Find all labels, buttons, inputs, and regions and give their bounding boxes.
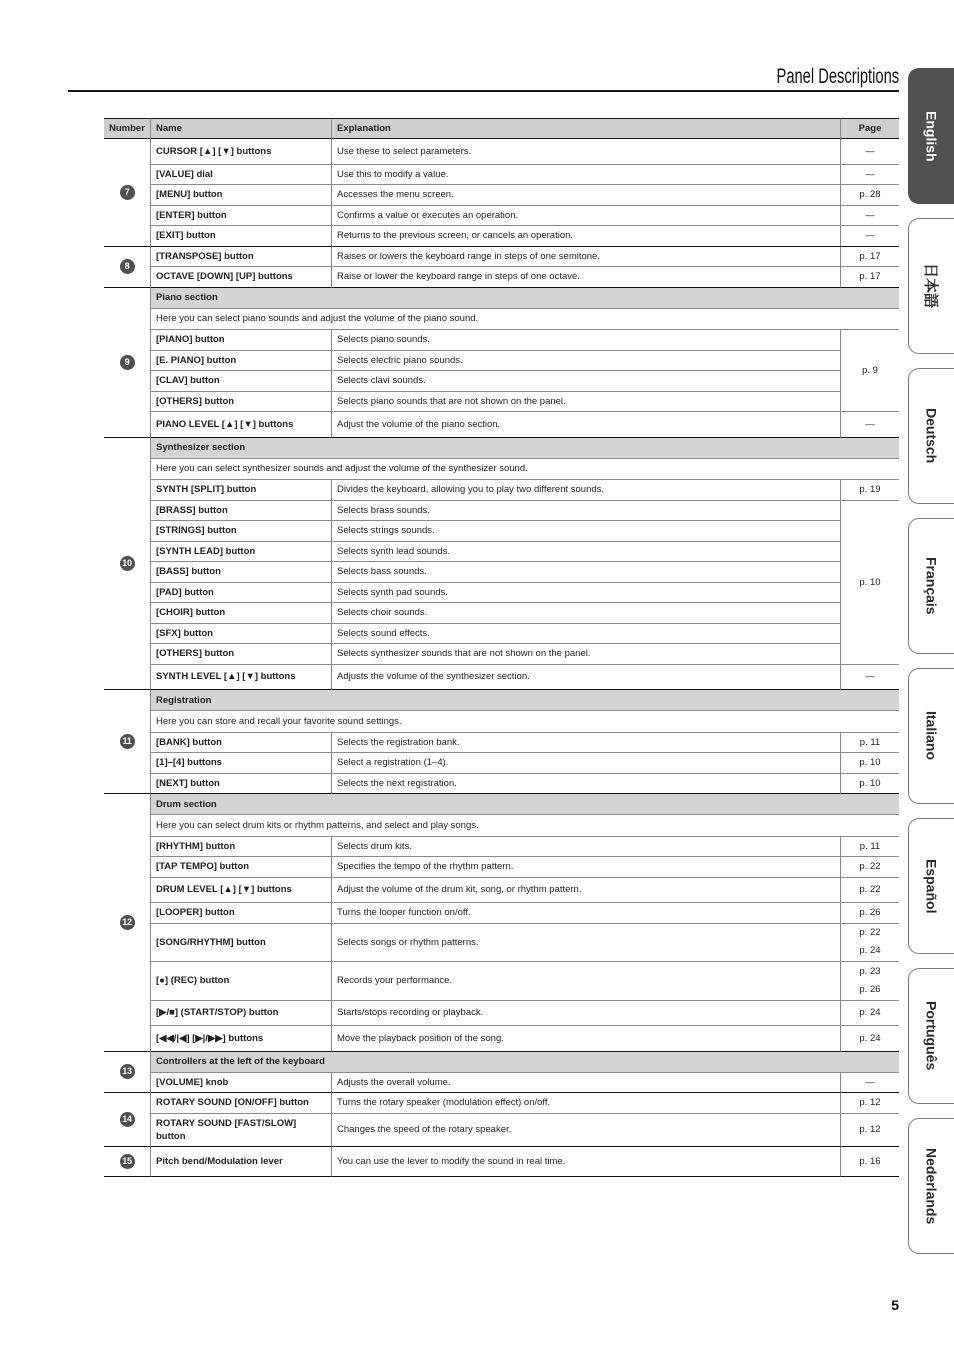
control-name: [E. PIANO] button [150, 351, 331, 372]
table-row [104, 924, 899, 963]
page-reference: p. 9 [840, 330, 899, 412]
page-reference: p. 17 [840, 247, 899, 268]
table-row [104, 501, 899, 522]
page-reference: p. 12 [840, 1114, 899, 1147]
control-explanation: Records your performance. [331, 962, 840, 1001]
page-reference: p. 24 [840, 1001, 899, 1027]
section-title: Controllers at the left of the keyboard [150, 1052, 899, 1073]
section-description-row [104, 711, 899, 733]
header-rule [68, 90, 899, 92]
control-name: [OTHERS] button [150, 392, 331, 413]
page-reference: p. 28 [840, 185, 899, 206]
page-reference: — [840, 412, 899, 438]
column-header-explanation: Explanation [331, 118, 840, 139]
control-name: PIANO LEVEL [▲] [▼] buttons [150, 412, 331, 438]
control-name: [TAP TEMPO] button [150, 857, 331, 878]
control-explanation: Raises or lowers the keyboard range in steps of one semitone. [331, 247, 840, 268]
item-number-badge: 15 [120, 1154, 135, 1169]
item-number-cell [104, 1147, 150, 1177]
control-name: [RHYTHM] button [150, 837, 331, 858]
page-reference: — [840, 1073, 899, 1094]
control-explanation: Selects electric piano sounds. [331, 351, 840, 372]
table-row [104, 542, 899, 563]
item-number-badge: 7 [120, 185, 135, 200]
control-explanation: Turns the rotary speaker (modulation effect) on/off. [331, 1093, 840, 1114]
control-name: [◀◀/|◀] [▶|/▶▶] buttons [150, 1026, 331, 1052]
control-explanation: Selects the next registration. [331, 774, 840, 795]
section-header-row [104, 1052, 899, 1073]
page-reference: — [840, 139, 899, 165]
control-name: [PIANO] button [150, 330, 331, 351]
page-reference: p. 17 [840, 267, 899, 288]
control-name: [BASS] button [150, 562, 331, 583]
control-name: [ENTER] button [150, 206, 331, 227]
section-title: Drum section [150, 794, 899, 815]
language-tab-label: Italiano [923, 711, 940, 761]
table-row [104, 521, 899, 542]
control-name: [STRINGS] button [150, 521, 331, 542]
page-reference: p. 24 [840, 1026, 899, 1052]
control-explanation: Accesses the menu screen. [331, 185, 840, 206]
table-row [104, 1093, 899, 1114]
table-row [104, 247, 899, 268]
control-name: ROTARY SOUND [ON/OFF] button [150, 1093, 331, 1114]
table-row [104, 351, 899, 372]
language-tab-english[interactable] [908, 68, 954, 204]
table-row [104, 165, 899, 186]
table-row [104, 1114, 899, 1147]
control-explanation: Selects songs or rhythm patterns. [331, 924, 840, 963]
page-reference: p. 10 [840, 753, 899, 774]
page-reference: p. 26 [840, 903, 899, 924]
table-row [104, 562, 899, 583]
control-explanation: Select a registration (1–4). [331, 753, 840, 774]
table-row [104, 139, 899, 165]
page-number: 5 [891, 1297, 899, 1313]
language-tab-german[interactable] [908, 368, 954, 504]
table-row [104, 185, 899, 206]
table-row [104, 412, 899, 438]
section-title: Synthesizer section [150, 438, 899, 459]
control-name: [PAD] button [150, 583, 331, 604]
control-name: [LOOPER] button [150, 903, 331, 924]
table-row [104, 837, 899, 858]
table-row [104, 603, 899, 624]
page-reference: — [840, 206, 899, 227]
control-name: [▶/■] (START/STOP) button [150, 1001, 331, 1027]
table-row [104, 392, 899, 413]
language-tab-label: Português [923, 1001, 940, 1071]
table-row [104, 753, 899, 774]
table-row [104, 903, 899, 924]
page-reference: p. 26 [859, 983, 881, 995]
control-explanation: Adjusts the overall volume. [331, 1073, 840, 1094]
language-tab-spanish[interactable] [908, 818, 954, 954]
control-name: [TRANSPOSE] button [150, 247, 331, 268]
control-explanation: Use this to modify a value. [331, 165, 840, 186]
control-explanation: Move the playback position of the song. [331, 1026, 840, 1052]
control-explanation: Selects synth pad sounds. [331, 583, 840, 604]
control-name: [BRASS] button [150, 501, 331, 522]
control-name: [NEXT] button [150, 774, 331, 795]
table-row [104, 1001, 899, 1027]
table-body [104, 139, 899, 1177]
page-reference: p. 10 [840, 774, 899, 795]
control-explanation: Selects synth lead sounds. [331, 542, 840, 563]
section-description-row [104, 815, 899, 837]
control-explanation: You can use the lever to modify the sound in real time. [331, 1147, 840, 1177]
page-reference: p. 19 [840, 480, 899, 501]
page-reference: p. 24 [859, 945, 881, 957]
control-name: [SFX] button [150, 624, 331, 645]
section-description: Here you can store and recall your favorite sound settings. [150, 711, 899, 733]
table-header-row [104, 118, 899, 139]
table-row [104, 480, 899, 501]
control-name: SYNTH LEVEL [▲] [▼] buttons [150, 665, 331, 691]
control-explanation: Selects sound effects. [331, 624, 840, 645]
table-row [104, 624, 899, 645]
table-row [104, 857, 899, 878]
language-tab-portuguese[interactable] [908, 968, 954, 1104]
table-row [104, 733, 899, 754]
page-reference: p. 22 [840, 857, 899, 878]
language-tab-italian[interactable] [908, 668, 954, 804]
language-tab-label: Français [923, 557, 940, 615]
item-number-cell [104, 438, 150, 691]
section-header-row [104, 794, 899, 815]
table-row [104, 962, 899, 1001]
table-header [104, 118, 899, 139]
language-tab-japanese[interactable] [908, 218, 954, 354]
control-name: OCTAVE [DOWN] [UP] buttons [150, 267, 331, 288]
table-row [104, 644, 899, 665]
language-tab-dutch[interactable] [908, 1118, 954, 1254]
item-number-cell [104, 1093, 150, 1147]
page-reference: — [840, 226, 899, 247]
item-number-cell [104, 1052, 150, 1094]
table-row [104, 878, 899, 904]
control-explanation: Returns to the previous screen, or cancels an operation. [331, 226, 840, 247]
control-explanation: Adjust the volume of the drum kit, song, or rhythm pattern. [331, 878, 840, 904]
control-explanation: Use these to select parameters. [331, 139, 840, 165]
control-name: [BANK] button [150, 733, 331, 754]
section-description-row [104, 309, 899, 331]
control-explanation: Selects bass sounds. [331, 562, 840, 583]
control-name: DRUM LEVEL [▲] [▼] buttons [150, 878, 331, 904]
table-row [104, 1026, 899, 1052]
item-number-badge: 14 [120, 1112, 135, 1127]
item-number-cell [104, 139, 150, 247]
control-name: [EXIT] button [150, 226, 331, 247]
page-reference-cell [840, 962, 899, 1001]
table-row [104, 665, 899, 691]
control-explanation: Confirms a value or executes an operation. [331, 206, 840, 227]
control-name: [VOLUME] knob [150, 1073, 331, 1094]
table-row [104, 330, 899, 351]
section-header-row [104, 438, 899, 459]
control-explanation: Selects synthesizer sounds that are not shown on the panel. [331, 644, 840, 665]
page-reference: p. 22 [859, 927, 881, 939]
control-explanation: Selects choir sounds. [331, 603, 840, 624]
control-explanation: Selects brass sounds. [331, 501, 840, 522]
control-name: [●] (REC) button [150, 962, 331, 1001]
page-reference: p. 11 [840, 733, 899, 754]
language-tab-label: Nederlands [923, 1147, 940, 1225]
control-name: [1]–[4] buttons [150, 753, 331, 774]
section-description: Here you can select piano sounds and adjust the volume of the piano sound. [150, 309, 899, 331]
page-title: Panel Descriptions [776, 65, 899, 88]
control-name: [OTHERS] button [150, 644, 331, 665]
column-header-number: Number [104, 118, 150, 139]
language-tab-label: 日本語 [922, 263, 940, 309]
table-row [104, 583, 899, 604]
control-explanation: Starts/stops recording or playback. [331, 1001, 840, 1027]
section-title: Piano section [150, 288, 899, 309]
control-name: ROTARY SOUND [FAST/SLOW] button [150, 1114, 331, 1147]
section-header-row [104, 288, 899, 309]
page-reference: p. 22 [840, 878, 899, 904]
control-explanation: Selects piano sounds. [331, 330, 840, 351]
section-description: Here you can select synthesizer sounds and adjust the volume of the synthesizer sound. [150, 459, 899, 481]
page-reference: p. 11 [840, 837, 899, 858]
language-tab-label: English [923, 110, 940, 162]
section-header-row [104, 690, 899, 711]
item-number-cell [104, 690, 150, 794]
panel-descriptions-table [104, 118, 899, 1177]
language-tab-label: Español [923, 858, 940, 914]
control-explanation: Selects piano sounds that are not shown on the panel. [331, 392, 840, 413]
section-description-row [104, 459, 899, 481]
page-reference: p. 10 [840, 501, 899, 665]
language-tab-french[interactable] [908, 518, 954, 654]
page-reference: p. 23 [859, 965, 881, 977]
section-description: Here you can select drum kits or rhythm patterns, and select and play songs. [150, 815, 899, 837]
item-number-badge: 12 [120, 915, 135, 930]
page-reference: — [840, 665, 899, 691]
control-name: CURSOR [▲] [▼] buttons [150, 139, 331, 165]
table-row [104, 267, 899, 288]
control-name: [SYNTH LEAD] button [150, 542, 331, 563]
control-explanation: Adjust the volume of the piano section. [331, 412, 840, 438]
item-number-badge: 13 [120, 1064, 135, 1079]
control-name: [MENU] button [150, 185, 331, 206]
page-reference: — [840, 165, 899, 186]
control-explanation: Changes the speed of the rotary speaker. [331, 1114, 840, 1147]
control-name: [CLAV] button [150, 371, 331, 392]
item-number-cell [104, 288, 150, 438]
column-header-name: Name [150, 118, 331, 139]
control-explanation: Turns the looper function on/off. [331, 903, 840, 924]
control-explanation: Selects drum kits. [331, 837, 840, 858]
table-row [104, 1147, 899, 1177]
page-reference-cell [840, 924, 899, 963]
table-row [104, 226, 899, 247]
control-explanation: Adjusts the volume of the synthesizer section. [331, 665, 840, 691]
control-explanation: Selects clavi sounds. [331, 371, 840, 392]
item-number-cell [104, 794, 150, 1052]
section-title: Registration [150, 690, 899, 711]
page-reference: p. 16 [840, 1147, 899, 1177]
control-explanation: Raise or lower the keyboard range in steps of one octave. [331, 267, 840, 288]
control-name: [SONG/RHYTHM] button [150, 924, 331, 963]
table-row [104, 371, 899, 392]
table-row [104, 206, 899, 227]
item-number-badge: 11 [120, 734, 135, 749]
control-name: Pitch bend/Modulation lever [150, 1147, 331, 1177]
column-header-page: Page [840, 118, 899, 139]
control-explanation: Divides the keyboard, allowing you to play two different sounds. [331, 480, 840, 501]
control-explanation: Specifies the tempo of the rhythm pattern. [331, 857, 840, 878]
control-name: SYNTH [SPLIT] button [150, 480, 331, 501]
control-explanation: Selects the registration bank. [331, 733, 840, 754]
control-name: [VALUE] dial [150, 165, 331, 186]
item-number-badge: 8 [120, 259, 135, 274]
control-name: [CHOIR] button [150, 603, 331, 624]
item-number-badge: 10 [120, 556, 135, 571]
table-row [104, 1073, 899, 1094]
language-tab-label: Deutsch [923, 408, 940, 464]
item-number-cell [104, 247, 150, 288]
item-number-badge: 9 [120, 355, 135, 370]
page-reference: p. 12 [840, 1093, 899, 1114]
control-explanation: Selects strings sounds. [331, 521, 840, 542]
table-row [104, 774, 899, 795]
